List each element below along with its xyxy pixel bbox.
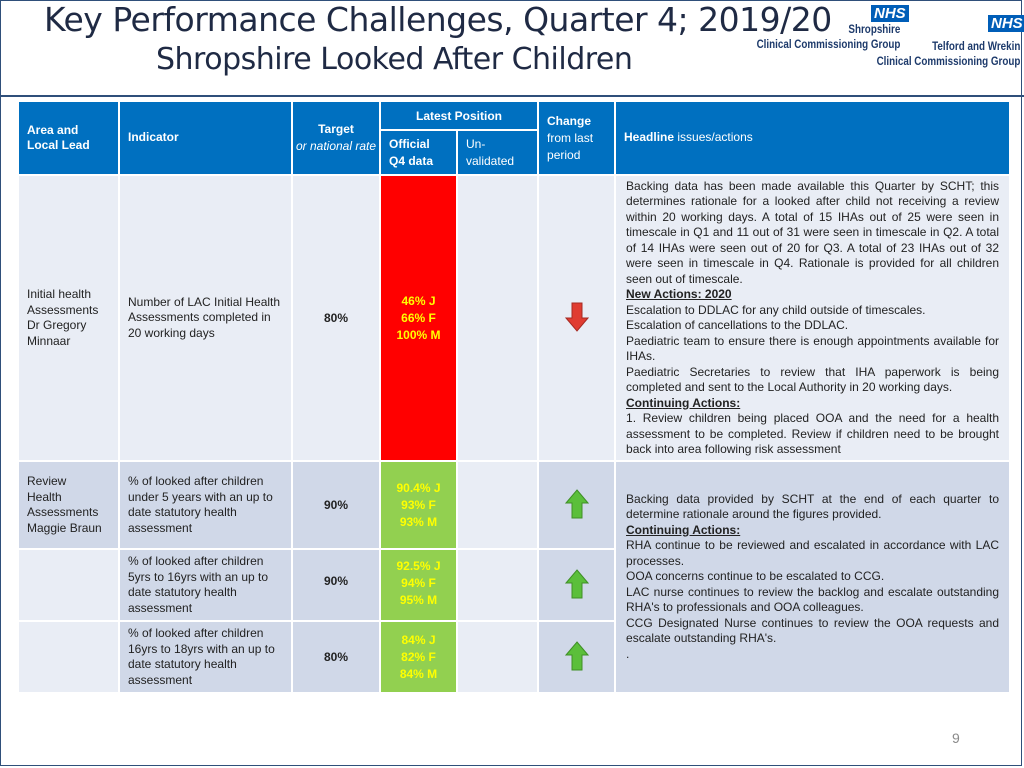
header-change: [538, 101, 615, 175]
action-item: Escalation to DDLAC for any child outside of timescales.: [626, 302, 926, 317]
action-item: .: [626, 646, 630, 661]
official-data-cell: [380, 175, 457, 461]
official-value: 46% J: [401, 293, 436, 308]
org-line: Clinical Commissioning Group: [756, 37, 900, 51]
header-target: [292, 101, 380, 175]
org-line: Clinical Commissioning Group: [876, 54, 1020, 68]
unvalidated-cell: [457, 621, 538, 693]
header-indicator: Indicator: [119, 101, 292, 175]
continuing-actions-title: Continuing Actions:: [626, 522, 741, 537]
area-line: Review: [27, 474, 67, 488]
header-target-bold: Target: [318, 122, 354, 136]
header-latest-position: Latest Position: [380, 101, 538, 130]
table-row: [18, 175, 1010, 461]
area-line: Assessments: [27, 302, 99, 317]
official-value: 93% M: [399, 514, 438, 529]
indicator-cell: Number of LAC Initial Health Assessments completed in 20 working days: [119, 175, 292, 461]
official-value: 94% F: [401, 576, 436, 590]
continuing-text: 1. Review children being placed OOA and the need for a health assessment to be completed. Review if children need to be brought back into area following risk assessment: [626, 411, 1000, 456]
header-headline-rest: issues/actions: [677, 130, 753, 145]
page-number: 9: [952, 730, 960, 746]
action-item: CCG Designated Nurse continues to review the OOA requests and escalate outstanding RHA's.: [626, 615, 1000, 646]
indicator-cell: % of looked after children under 5 years with an up to date statutory health assessment: [119, 461, 292, 549]
action-item: RHA continue to be reviewed and escalated in accordance with LAC processes.: [626, 538, 1000, 568]
indicator-cell: % of looked after children 5yrs to 16yrs with an up to date statutory health assessment: [119, 549, 292, 621]
header-change-bold: Change: [547, 113, 592, 128]
headline-cell: [615, 461, 1010, 693]
new-actions-title: New Actions: 2020: [626, 287, 732, 301]
area-line: Maggie Braun: [27, 520, 102, 535]
header-change-rest: from last period: [547, 130, 594, 162]
org-line: Telford and Wrekin: [931, 39, 1020, 53]
nhs-logo-shropshire: NHS: [871, 5, 909, 22]
headline-cell: [615, 175, 1010, 461]
official-value: 90.4% J: [396, 480, 441, 495]
unvalidated-cell: [457, 461, 538, 549]
headline-text: Backing data has been made available this Quarter by SCHT; this determines rationale for a looked after child not receiving a review within 20 working days. A total of 15 IHAs out of 25 were seen in timescale in Q1 and 11 out of 31 were seen in timescale in Q2. A total of 14 IHAs were seen out of 20 for Q3. A total of 23 IHAs out of 32 were seen in timescale in Q4. Rationale is provided for all children seen out of timescale.: [626, 178, 1000, 286]
nhs-logo-telford: NHS: [988, 15, 1024, 32]
official-value: 66% F: [401, 310, 436, 325]
official-data-cell: [380, 549, 457, 621]
slide-header: [0, 0, 1024, 97]
header-official: Official Q4 data: [380, 130, 457, 175]
official-value: 100% M: [396, 327, 441, 342]
indicator-cell: % of looked after children 16yrs to 18yrs with an up to date statutory health assessment: [119, 621, 292, 693]
area-line: Health: [27, 489, 62, 504]
change-cell: [538, 175, 615, 461]
official-value: 92.5% J: [396, 559, 441, 573]
target-cell: 80%: [292, 621, 380, 693]
official-value: 82% F: [401, 649, 436, 664]
action-item: Paediatric Secretaries to review that IHA paperwork is being completed and sent to the Local Authority in 20 working days.: [626, 364, 1000, 394]
official-value: 84% M: [399, 666, 438, 681]
official-value: 95% M: [399, 593, 438, 607]
header-area: Area and Local Lead: [18, 101, 119, 175]
area-line: Dr Gregory: [27, 318, 87, 332]
continuing-actions-title: Continuing Actions:: [626, 395, 741, 410]
area-lead-cell: [18, 549, 119, 621]
header-headline-bold: Headline: [624, 130, 675, 145]
arrow-down-icon: [565, 302, 589, 332]
action-item: Escalation of cancellations to the DDLAC.: [626, 318, 849, 332]
org-line: Shropshire: [848, 22, 900, 36]
headline-text: Backing data provided by SCHT at the end of each quarter to determine rationale around the figures provided.: [626, 491, 1000, 522]
area-line: Minnaar: [27, 333, 71, 348]
unvalidated-cell: [457, 549, 538, 621]
header-headline: [615, 101, 1010, 175]
official-value: 93% F: [401, 497, 436, 512]
arrow-up-icon: [565, 489, 589, 519]
official-value: 84% J: [401, 632, 436, 647]
area-lead-cell: [18, 175, 119, 461]
official-data-cell: [380, 621, 457, 693]
area-line: Assessments: [27, 505, 99, 519]
unvalidated-cell: [457, 175, 538, 461]
action-item: LAC nurse continues to review the backlog and escalate outstanding RHA's to professionals and OOA colleagues.: [626, 584, 1000, 615]
arrow-up-icon: [565, 641, 589, 671]
target-cell: 90%: [292, 461, 380, 549]
header-target-rest: or national rate: [295, 139, 377, 153]
change-cell: [538, 621, 615, 693]
arrow-up-icon: [565, 569, 589, 599]
action-item: OOA concerns continue to be escalated to CCG.: [626, 569, 885, 584]
official-data-cell: [380, 461, 457, 549]
target-cell: 80%: [292, 175, 380, 461]
area-line: Initial health: [27, 287, 92, 301]
kpi-table: [17, 100, 1011, 694]
page-title: Key Performance Challenges, Quarter 4; 2019/20: [44, 0, 832, 39]
table-row: [18, 461, 1010, 549]
change-cell: [538, 461, 615, 549]
action-item: Paediatric team to ensure there is enough appointments available for IHAs.: [626, 333, 1000, 363]
area-lead-cell: [18, 461, 119, 549]
area-lead-cell: [18, 621, 119, 693]
org-name-telford: [876, 39, 1020, 69]
page-subtitle: Shropshire Looked After Children: [156, 42, 633, 77]
target-cell: 90%: [292, 549, 380, 621]
change-cell: [538, 549, 615, 621]
header-unvalidated: Un-validated: [457, 130, 538, 175]
